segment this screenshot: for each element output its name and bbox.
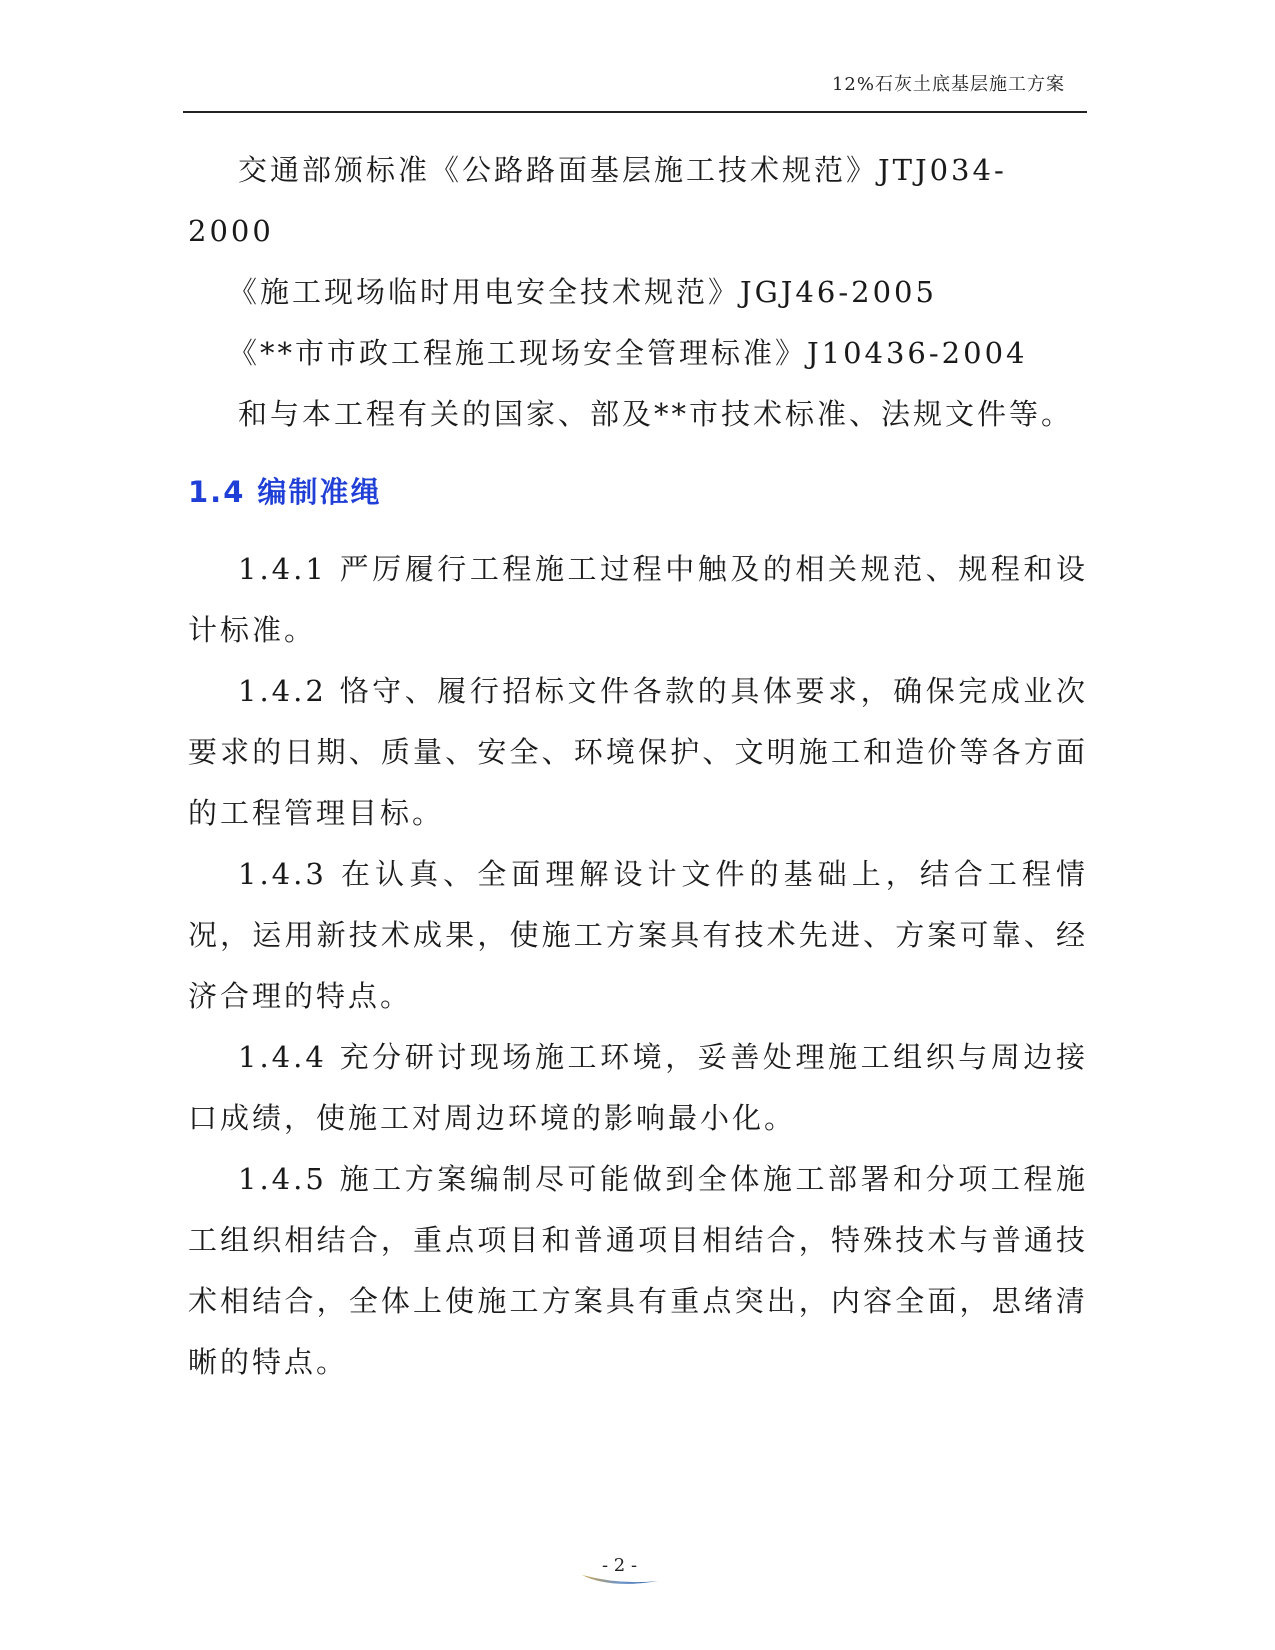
principle-item: 1.4.3 在认真、全面理解设计文件的基础上，结合工程情况，运用新技术成果，使施工方案具有技术先进、方案可靠、经济合理的特点。 xyxy=(188,857,1088,1013)
reference-line: 和与本工程有关的国家、部及**市技术标准、法规文件等。 xyxy=(238,397,1074,431)
principle-item: 1.4.1 严厉履行工程施工过程中触及的相关规范、规程和设计标准。 xyxy=(188,552,1088,647)
header-rule xyxy=(183,111,1087,113)
section-heading: 1.4 编制准绳 xyxy=(188,475,382,509)
principle-item: 1.4.2 恪守、履行招标文件各款的具体要求，确保完成业次要求的日期、质量、安全、环境保护、文明施工和造价等各方面的工程管理目标。 xyxy=(188,674,1088,830)
document-body xyxy=(188,140,1088,1393)
principle-item: 1.4.4 充分研讨现场施工环境，妥善处理施工组织与周边接口成绩，使施工对周边环境的影响最小化。 xyxy=(188,1040,1088,1135)
header-title: 12%石灰土底基层施工方案 xyxy=(831,74,1065,95)
reference-line: 《**市市政工程施工现场安全管理标准》J10436-2004 xyxy=(228,336,1028,370)
reference-line: 《施工现场临时用电安全技术规范》JGJ46-2005 xyxy=(228,275,937,309)
page-footer xyxy=(580,1555,660,1585)
page-number: - 2 - xyxy=(602,1555,638,1576)
principle-item: 1.4.5 施工方案编制尽可能做到全体施工部署和分项工程施工组织相结合，重点项目和普通项目相结合，特殊技术与普通技术相结合，全体上使施工方案具有重点突出，内容全面，思绪清晰的特点。 xyxy=(188,1162,1088,1379)
reference-line: 交通部颁标准《公路路面基层施工技术规范》JTJ034-2000 xyxy=(188,153,1007,248)
